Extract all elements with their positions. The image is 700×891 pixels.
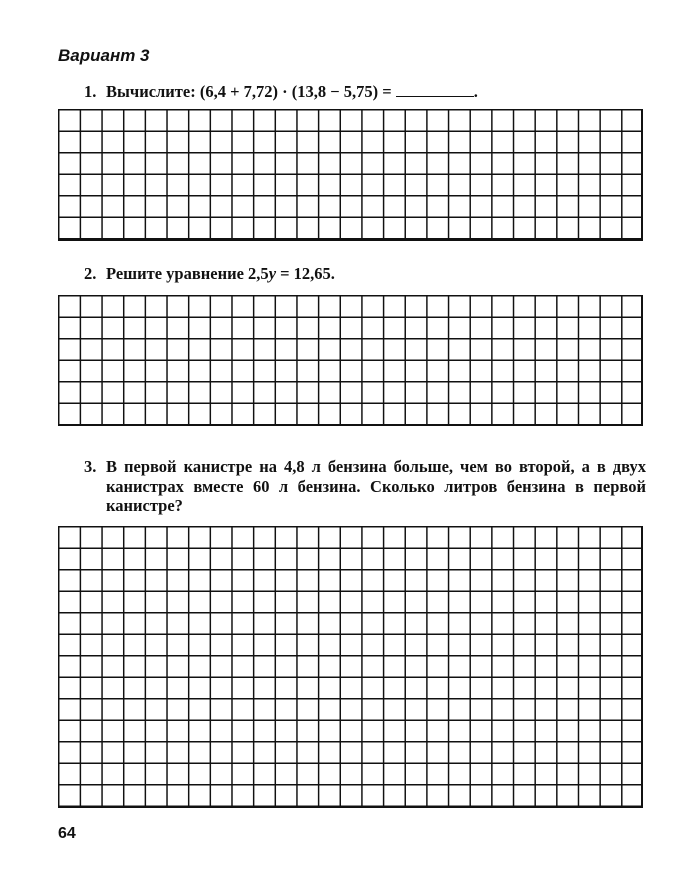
answer-blank[interactable] — [396, 83, 474, 97]
answer-grid-2[interactable] — [58, 295, 643, 426]
task-1-number: 1. — [84, 82, 97, 101]
task-2 — [84, 264, 335, 284]
task-1-period: . — [473, 82, 478, 101]
task-2-text-end: = 12,65. — [276, 264, 335, 283]
task-2-number: 2. — [84, 264, 97, 283]
task-1 — [84, 82, 478, 102]
answer-grid-1[interactable] — [58, 109, 643, 241]
task-2-text: Решите уравнение 2,5 — [106, 264, 269, 283]
task-3-number: 3. — [84, 457, 97, 476]
task-1-text: Вычислите: (6,4 + 7,72) · (13,8 − 5,75) = — [106, 82, 392, 101]
task-2-variable: y — [268, 264, 277, 283]
answer-grid-3[interactable] — [58, 526, 643, 808]
task-3 — [84, 457, 646, 517]
variant-title: Вариант 3 — [58, 46, 150, 65]
task-3-text: В первой канистре на 4,8 л бензина больше, чем во второй, а в двух канистрах вместе 60 л бензина. Сколько литров бензина в первой канистре? — [106, 457, 646, 515]
page-number: 64 — [58, 825, 76, 842]
